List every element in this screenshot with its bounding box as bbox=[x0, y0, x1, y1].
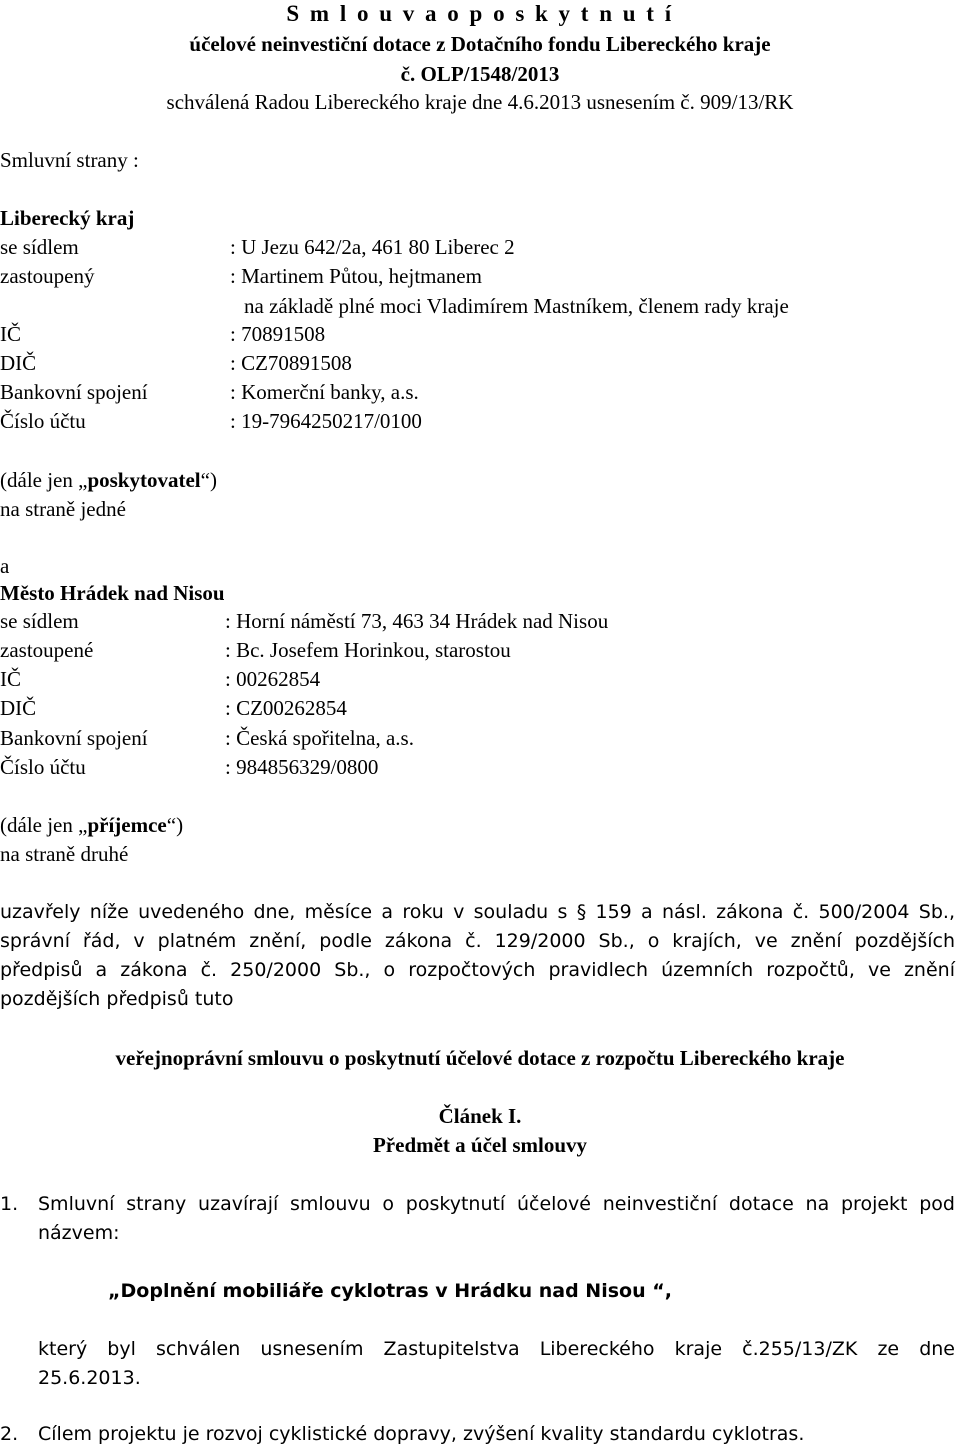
row-value: : U Jezu 642/2a, 461 80 Liberec 2 bbox=[230, 235, 515, 259]
row-label: se sídlem bbox=[0, 235, 79, 259]
recipient-side: na straně druhé bbox=[0, 842, 129, 866]
row-value: : Horní náměstí 73, 463 34 Hrádek nad Nisou bbox=[225, 609, 609, 633]
row-label: zastoupené bbox=[0, 638, 94, 662]
row-value: na základě plné moci Vladimírem Mastníkem, členem rady kraje bbox=[244, 294, 789, 318]
row-value: : Martinem Půtou, hejtmanem bbox=[230, 264, 482, 288]
provider-account-row bbox=[0, 407, 960, 435]
provider-seat-row bbox=[0, 233, 960, 261]
provider-alias bbox=[0, 466, 217, 494]
project-name: „Doplnění mobiliáře cyklotras v Hrádku nad Nisou “, bbox=[108, 1280, 672, 1302]
row-value: : CZ70891508 bbox=[230, 351, 352, 375]
alias-suffix: “) bbox=[166, 813, 184, 837]
approval-note: schválená Radou Libereckého kraje dne 4.6.2013 usnesením č. 909/13/RK bbox=[166, 90, 794, 114]
contract-number: č. OLP/1548/2013 bbox=[400, 62, 560, 86]
article-number: Článek I. bbox=[438, 1104, 522, 1128]
row-label: se sídlem bbox=[0, 609, 79, 633]
alias-prefix: (dále jen „ bbox=[0, 468, 88, 492]
provider-ic-row bbox=[0, 320, 960, 348]
alias-term: příjemce bbox=[87, 813, 167, 837]
preamble-line: předpisů a zákona č. 250/2000 Sb., o rozpočtových pravidlech územních rozpočtů, ve znění bbox=[0, 959, 955, 981]
row-label: DIČ bbox=[0, 351, 37, 375]
contract-title: S m l o u v a o p o s k y t n u t í bbox=[286, 1, 674, 26]
recipient-account-row bbox=[0, 753, 960, 781]
parties-label: Smluvní strany : bbox=[0, 148, 139, 172]
provider-side: na straně jedné bbox=[0, 497, 126, 521]
clause-text: názvem: bbox=[38, 1222, 120, 1244]
clause-number: 2. bbox=[0, 1423, 19, 1445]
row-value: : Bc. Josefem Horinkou, starostou bbox=[225, 638, 511, 662]
preamble-line: uzavřely níže uvedeného dne, měsíce a roku v souladu s § 159 a násl. zákona č. 500/2004 Sb., bbox=[0, 901, 955, 923]
provider-representative-row bbox=[0, 262, 960, 290]
preamble-line: správní řád, v platném znění, podle zákona č. 129/2000 Sb., o krajích, ve znění pozdějších bbox=[0, 930, 955, 952]
row-label: Bankovní spojení bbox=[0, 726, 148, 750]
recipient-seat-row bbox=[0, 607, 960, 635]
article-title: Předmět a účel smlouvy bbox=[372, 1133, 588, 1157]
row-value: : Česká spořitelna, a.s. bbox=[225, 726, 414, 750]
clause-text: který byl schválen usnesením Zastupitelstva Libereckého kraje č.255/13/ZK ze dne bbox=[38, 1338, 955, 1360]
row-label: Číslo účtu bbox=[0, 755, 86, 779]
clause-text: 25.6.2013. bbox=[38, 1367, 141, 1389]
recipient-bank-row bbox=[0, 724, 960, 752]
recipient-alias bbox=[0, 811, 183, 839]
row-value: : 00262854 bbox=[225, 667, 321, 691]
row-value: : CZ00262854 bbox=[225, 696, 347, 720]
row-label: Bankovní spojení bbox=[0, 380, 148, 404]
row-value: : 19-7964250217/0100 bbox=[230, 409, 422, 433]
alias-term: poskytovatel bbox=[87, 468, 201, 492]
preamble-line: pozdějších předpisů tuto bbox=[0, 988, 234, 1010]
alias-prefix: (dále jen „ bbox=[0, 813, 88, 837]
recipient-representative-row bbox=[0, 636, 960, 664]
provider-proxy-row bbox=[0, 292, 960, 320]
contract-subtitle: účelové neinvestiční dotace z Dotačního fondu Libereckého kraje bbox=[189, 32, 771, 56]
row-label: DIČ bbox=[0, 696, 37, 720]
recipient-name: Město Hrádek nad Nisou bbox=[0, 581, 225, 605]
provider-dic-row bbox=[0, 349, 960, 377]
row-label: IČ bbox=[0, 322, 21, 346]
recipient-ic-row bbox=[0, 665, 960, 693]
clause-text: Smluvní strany uzavírají smlouvu o poskytnutí účelové neinvestiční dotace na projekt pod bbox=[38, 1193, 955, 1215]
row-value: : Komerční banky, a.s. bbox=[230, 380, 419, 404]
provider-bank-row bbox=[0, 378, 960, 406]
contract-type-heading: veřejnoprávní smlouvu o poskytnutí účelové dotace z rozpočtu Libereckého kraje bbox=[115, 1046, 845, 1070]
row-label: IČ bbox=[0, 667, 21, 691]
row-value: : 70891508 bbox=[230, 322, 326, 346]
clause-number: 1. bbox=[0, 1193, 19, 1215]
clause-text: Cílem projektu je rozvoj cyklistické dopravy, zvýšení kvality standardu cyklotras. bbox=[38, 1423, 805, 1445]
conjunction: a bbox=[0, 554, 10, 578]
alias-suffix: “) bbox=[200, 468, 217, 492]
row-label: zastoupený bbox=[0, 264, 95, 288]
recipient-dic-row bbox=[0, 694, 960, 722]
provider-name: Liberecký kraj bbox=[0, 206, 135, 230]
row-label: Číslo účtu bbox=[0, 409, 86, 433]
row-value: : 984856329/0800 bbox=[225, 755, 379, 779]
